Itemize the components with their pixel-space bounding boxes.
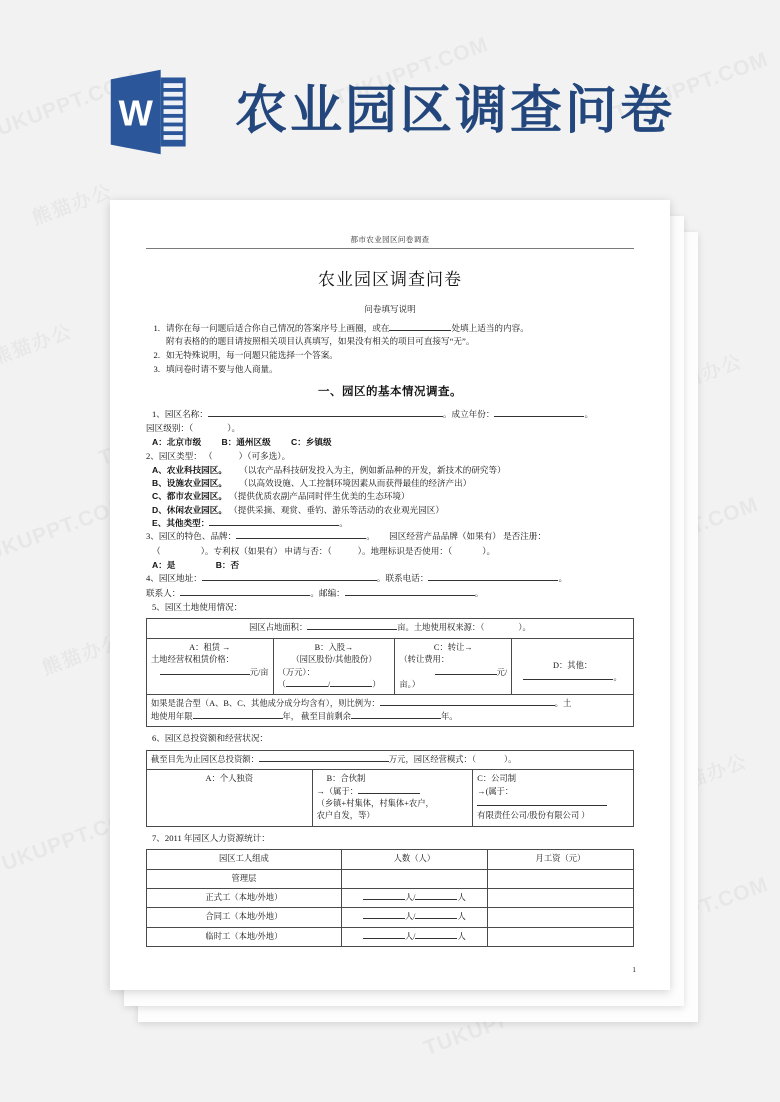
fill-blank[interactable] <box>307 629 397 630</box>
mode-c-belong-label: →(属于： <box>477 786 514 796</box>
mixed-type-end: 。土 <box>554 699 572 709</box>
postcode-label: 。邮编： <box>310 587 345 598</box>
document-subtitle: 问卷填写说明 <box>364 304 416 314</box>
fill-blank[interactable] <box>345 595 475 596</box>
fill-blank[interactable] <box>208 416 443 417</box>
question-7-label: 7、2011 年园区人力资源统计： <box>152 832 270 843</box>
question-6-label: 6、园区总投资额和经营状况： <box>152 733 269 744</box>
option-b-sub: （园区股份/其他股份） <box>291 655 377 665</box>
question-3-label: 3、园区的特色、品牌： <box>146 531 237 542</box>
question-2 <box>146 450 634 463</box>
question-1-options <box>146 436 634 449</box>
row-count-temporary[interactable] <box>341 927 487 946</box>
row-wage-management[interactable] <box>487 869 633 888</box>
option-c-label: C、都市农业园区。 <box>152 491 227 502</box>
operation-mode-label: 万元，园区经营模式：（ <box>388 754 476 764</box>
row-count-fulltime[interactable] <box>341 889 487 908</box>
option-b-desc: （以高效设施、人工控制环境因素从而获得最佳的经济产出） <box>239 478 472 489</box>
question-2-option-d[interactable] <box>146 504 634 517</box>
table-row <box>147 750 634 769</box>
svg-text:W: W <box>118 92 153 134</box>
mode-b-belong-label: →（属于： <box>316 786 359 796</box>
instruction-text-part: 处填上适当的内容。 <box>451 323 529 333</box>
option-a-title: A：租赁 → <box>189 642 231 652</box>
row-wage-fulltime[interactable] <box>487 889 633 908</box>
question-3 <box>146 530 634 543</box>
unit-nonlocal: 人 <box>457 912 466 922</box>
land-area-label: 园区占地面积： <box>249 623 308 633</box>
table-row <box>147 619 634 638</box>
option-d-desc: （提供采摘、观赏、垂钓、游乐等活动的农业观光园区） <box>229 504 444 515</box>
row-label-fulltime: 正式工（本地/外地） <box>147 889 342 908</box>
fill-blank[interactable] <box>363 899 405 900</box>
page-number: 1 <box>632 965 636 974</box>
fill-blank[interactable] <box>523 679 613 680</box>
land-remaining-label: 年， 截至目前剩余 <box>282 711 351 721</box>
land-area-cell <box>147 619 634 638</box>
instruction-text: 填问卷时请不要与他人商量。 <box>166 363 278 374</box>
option-a-desc: （以农产品科技研发投入为主，例如新品种的开发，新技术的研究等） <box>239 464 506 475</box>
column-header-count: 人数（人） <box>341 850 487 869</box>
contact-label: 联系人： <box>146 587 181 598</box>
question-4-label: 4、园区地址： <box>146 573 202 584</box>
running-header: 都市农业园区问卷调查 <box>146 234 634 249</box>
column-header-composition: 园区工人组成 <box>147 850 342 869</box>
instruction-text <box>166 322 634 348</box>
question-3-mid1: 。 <box>366 531 375 542</box>
question-4-mid: 。联系电话： <box>376 573 429 584</box>
mixed-type-label: 如果是混合型（A、B、C、其他成分成分均含有），则比例为： <box>151 699 380 709</box>
unit-nonlocal: 人 <box>457 893 466 902</box>
option-c-end: 亩。） <box>399 680 421 689</box>
option-b[interactable]: B：通州区级 <box>221 437 271 448</box>
unit-local: 人/ <box>404 893 416 902</box>
page-title: 农业园区调查问卷 <box>234 83 675 140</box>
fill-blank[interactable] <box>428 580 558 581</box>
mode-c-title: C：公司制 <box>477 774 517 784</box>
fill-blank[interactable] <box>202 580 377 581</box>
fill-blank[interactable] <box>477 805 607 806</box>
option-b-label: B、设施农业园区。 <box>152 478 227 489</box>
land-option-d-cell[interactable] <box>512 638 634 695</box>
table-row <box>147 638 634 695</box>
list-item <box>146 363 634 376</box>
column-header-wage: 月工资（元） <box>487 850 633 869</box>
question-2-option-a[interactable] <box>146 464 634 477</box>
section-heading: 一、园区的基本情况调查。 <box>318 385 462 398</box>
land-term-end: 年。 <box>440 711 458 721</box>
option-c[interactable]: C：乡镇级 <box>291 437 332 448</box>
question-2-option-c[interactable] <box>146 490 634 503</box>
fill-blank[interactable] <box>363 918 405 919</box>
instruction-number: 2. <box>153 349 160 360</box>
land-source-label: 亩。土地使用权来源：（ <box>397 623 485 633</box>
land-option-c-cell[interactable] <box>395 638 512 695</box>
fill-blank[interactable] <box>415 899 457 900</box>
option-b-unit: （万元）： <box>277 667 315 677</box>
fill-blank[interactable] <box>351 718 441 719</box>
q3-paren-open: （ <box>152 545 161 556</box>
table-row <box>147 889 634 908</box>
fill-blank[interactable] <box>259 761 389 762</box>
table-header-row <box>147 850 634 869</box>
option-d-title: D：其他： <box>553 660 593 670</box>
question-1-label: 1、园区名称： <box>152 408 208 419</box>
fill-blank[interactable] <box>358 793 420 794</box>
fill-blank[interactable] <box>415 938 457 939</box>
table-row <box>147 869 634 888</box>
fill-blank[interactable] <box>160 674 250 675</box>
total-investment-cell[interactable] <box>147 750 634 769</box>
mode-b-title: B：合伙制 <box>326 774 366 784</box>
question-1-end: 。 <box>584 408 594 419</box>
fill-blank[interactable] <box>494 416 584 417</box>
land-term-label: 地使用年限 <box>151 711 193 721</box>
fill-blank[interactable] <box>193 718 283 719</box>
question-2-paren-close: ）（可多选）。 <box>238 450 291 461</box>
mixed-type-cell[interactable] <box>147 695 634 727</box>
option-c-desc: （提供优质农副产品同时伴生优美的生态环境） <box>229 491 410 502</box>
option-e-end: 。 <box>339 518 348 529</box>
instruction-number: 1. <box>153 323 160 333</box>
instruction-text-part: 请你在每一问题后适合你自己情况的答案序号上画圈，或在 <box>166 323 390 333</box>
option-c-unit: 元/ <box>496 667 508 677</box>
row-count-contract[interactable] <box>341 908 487 927</box>
word-icon <box>105 64 201 160</box>
land-source-close: ）。 <box>518 623 531 633</box>
option-b-title: B：入股→ <box>314 642 354 652</box>
question-1-level-close: ）。 <box>227 422 241 433</box>
table-row <box>147 908 634 927</box>
unit-local: 人/ <box>404 912 416 922</box>
question-1-level-label: 园区级别：（ <box>146 422 194 433</box>
mode-b-examples-2: 农户自发，等） <box>316 811 375 821</box>
question-3-mid2: 园区经营产品品牌（如果有） <box>389 531 501 542</box>
fill-blank[interactable] <box>380 705 555 706</box>
list-item <box>146 349 634 362</box>
table-row <box>147 927 634 946</box>
watermark-text-cn <box>28 176 116 230</box>
option-c-title: C：转让→ <box>433 642 473 652</box>
option-d-label: D、休闲农业园区。 <box>152 504 227 515</box>
watermark-text-cn <box>0 316 76 370</box>
q3-part-c: ）。地理标识是否使用：（ <box>357 545 453 556</box>
q3-part-a: ）。专利权（如果有） <box>200 545 283 556</box>
fill-blank[interactable] <box>389 330 451 331</box>
option-no[interactable]: B：否 <box>215 560 240 570</box>
instruction-number: 3. <box>153 363 160 374</box>
option-d-end: 。 <box>613 673 622 683</box>
question-4-end: 。 <box>558 573 568 584</box>
mode-b-examples-1: （乡镇+村集体，村集体+农户， <box>316 798 434 808</box>
instruction-text-line2: 附有表格的的题目请按照相关项目认真填写，如果没有相关的项目可直接写“无”。 <box>166 335 475 346</box>
question-2-option-b[interactable] <box>146 477 634 490</box>
row-label-contract: 合同工（本地/外地） <box>147 908 342 927</box>
mode-option-b-cell[interactable] <box>312 770 473 827</box>
question-1 <box>146 408 634 421</box>
question-3-mid3: 是否注册： <box>503 531 547 542</box>
question-2-paren-open: （ <box>204 450 213 461</box>
option-yes[interactable]: A：是 <box>152 560 176 570</box>
option-c-fee-label: （转让费用： <box>399 655 450 665</box>
row-wage-temporary[interactable] <box>487 927 633 946</box>
mode-b-belong <box>317 786 469 798</box>
option-a-label: A、农业科技园区。 <box>152 464 227 475</box>
question-4 <box>146 572 634 585</box>
question-3-options <box>146 559 634 572</box>
question-4-line2 <box>146 587 634 600</box>
option-a[interactable]: A：北京市级 <box>152 437 202 448</box>
option-a-unit: 元/亩 <box>249 667 269 677</box>
table-row <box>147 770 634 827</box>
q3-part-b: 申请与否：（ <box>284 545 332 556</box>
question-1-mid: 。成立年份： <box>442 408 495 419</box>
fill-blank[interactable] <box>209 525 339 526</box>
row-label-temporary: 临时工（本地/外地） <box>147 927 342 946</box>
option-b-paren-close: ） <box>372 680 381 689</box>
fill-blank[interactable] <box>435 674 497 675</box>
fill-blank[interactable] <box>330 686 372 687</box>
option-b-paren-open: （ <box>277 680 286 689</box>
list-item <box>146 322 634 348</box>
page-sheet-front[interactable] <box>110 200 670 990</box>
unit-local: 人/ <box>404 931 416 941</box>
fill-blank[interactable] <box>363 938 405 939</box>
fill-blank[interactable] <box>180 595 310 596</box>
option-a-price-label: 土地经营权租赁价格： <box>151 655 234 665</box>
mode-option-a-cell[interactable]: A：个人独资 <box>147 770 313 827</box>
option-b-sep: / <box>327 680 331 689</box>
hr-statistics-table <box>146 849 634 947</box>
question-2-option-e[interactable] <box>146 517 634 530</box>
instruction-list <box>146 322 634 376</box>
investment-table <box>146 750 634 827</box>
land-use-table <box>146 618 634 727</box>
question-1-level <box>146 422 634 435</box>
mode-option-c-cell[interactable] <box>473 770 634 827</box>
unit-nonlocal: 人 <box>457 931 466 941</box>
document-title: 农业园区调查问卷 <box>318 270 462 290</box>
operation-mode-close: ）。 <box>504 754 517 764</box>
question-5-label: 5、园区土地使用情况： <box>152 601 243 612</box>
fill-blank[interactable] <box>415 918 457 919</box>
row-label-management: 管理层 <box>147 869 342 888</box>
land-option-a-cell[interactable] <box>147 638 274 695</box>
document-preview-stack <box>110 200 670 990</box>
question-3-line2 <box>146 545 634 558</box>
question-4-line2-end: 。 <box>474 587 484 598</box>
q3-part-d: ）。 <box>482 545 496 556</box>
row-wage-contract[interactable] <box>487 908 633 927</box>
page-header <box>0 52 780 172</box>
total-investment-label: 截至目先为止园区总投资额： <box>151 754 259 764</box>
fill-blank[interactable] <box>236 538 366 539</box>
row-count-management[interactable] <box>341 869 487 888</box>
option-e-label: E、其他类型： <box>152 518 210 529</box>
instruction-text: 如无特殊说明，每一问题只能选择一个答案。 <box>166 349 338 360</box>
table-row <box>147 695 634 727</box>
land-option-b-cell[interactable] <box>273 638 395 695</box>
fill-blank[interactable] <box>286 686 328 687</box>
question-2-label: 2、园区类型： <box>146 450 202 461</box>
mode-c-examples: 有限责任公司/股份有限公司 ） <box>477 811 590 821</box>
